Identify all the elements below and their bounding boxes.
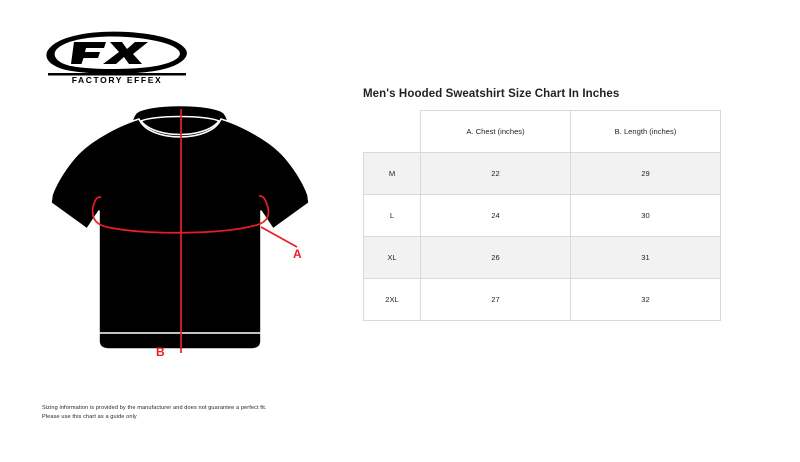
disclaimer-line-1: Sizing information is provided by the manufacturer and does not guarantee a perfect fit. <box>42 405 267 411</box>
disclaimer <box>42 404 312 421</box>
table-row <box>364 195 721 237</box>
cell-size: 2XL <box>364 279 421 321</box>
illustration-panel <box>0 0 345 462</box>
chart-panel <box>345 0 800 462</box>
size-chart-table <box>363 110 721 321</box>
length-measure-label: B <box>156 345 165 359</box>
cell-length: 29 <box>571 153 721 195</box>
cell-chest: 22 <box>421 153 571 195</box>
cell-size: L <box>364 195 421 237</box>
header-cell-length: B. Length (inches) <box>571 111 721 153</box>
chest-measure-label: A <box>293 247 302 261</box>
header-cell-chest: A. Chest (inches) <box>421 111 571 153</box>
cell-size: XL <box>364 237 421 279</box>
fx-logo <box>40 30 190 85</box>
table-row <box>364 153 721 195</box>
table-row <box>364 279 721 321</box>
cell-chest: 27 <box>421 279 571 321</box>
cell-length: 32 <box>571 279 721 321</box>
cell-chest: 24 <box>421 195 571 237</box>
cell-length: 31 <box>571 237 721 279</box>
header-cell-blank <box>364 111 421 153</box>
svg-text:FACTORY EFFEX: FACTORY EFFEX <box>71 75 163 85</box>
cell-size: M <box>364 153 421 195</box>
page-title: Men's Hooded Sweatshirt Size Chart In Inches <box>363 88 620 100</box>
hooded-sweatshirt-illustration <box>35 95 325 365</box>
cell-length: 30 <box>571 195 721 237</box>
table-header-row <box>364 111 721 153</box>
disclaimer-line-2: Please use this chart as a guide only <box>42 413 137 420</box>
table-row <box>364 237 721 279</box>
cell-chest: 26 <box>421 237 571 279</box>
